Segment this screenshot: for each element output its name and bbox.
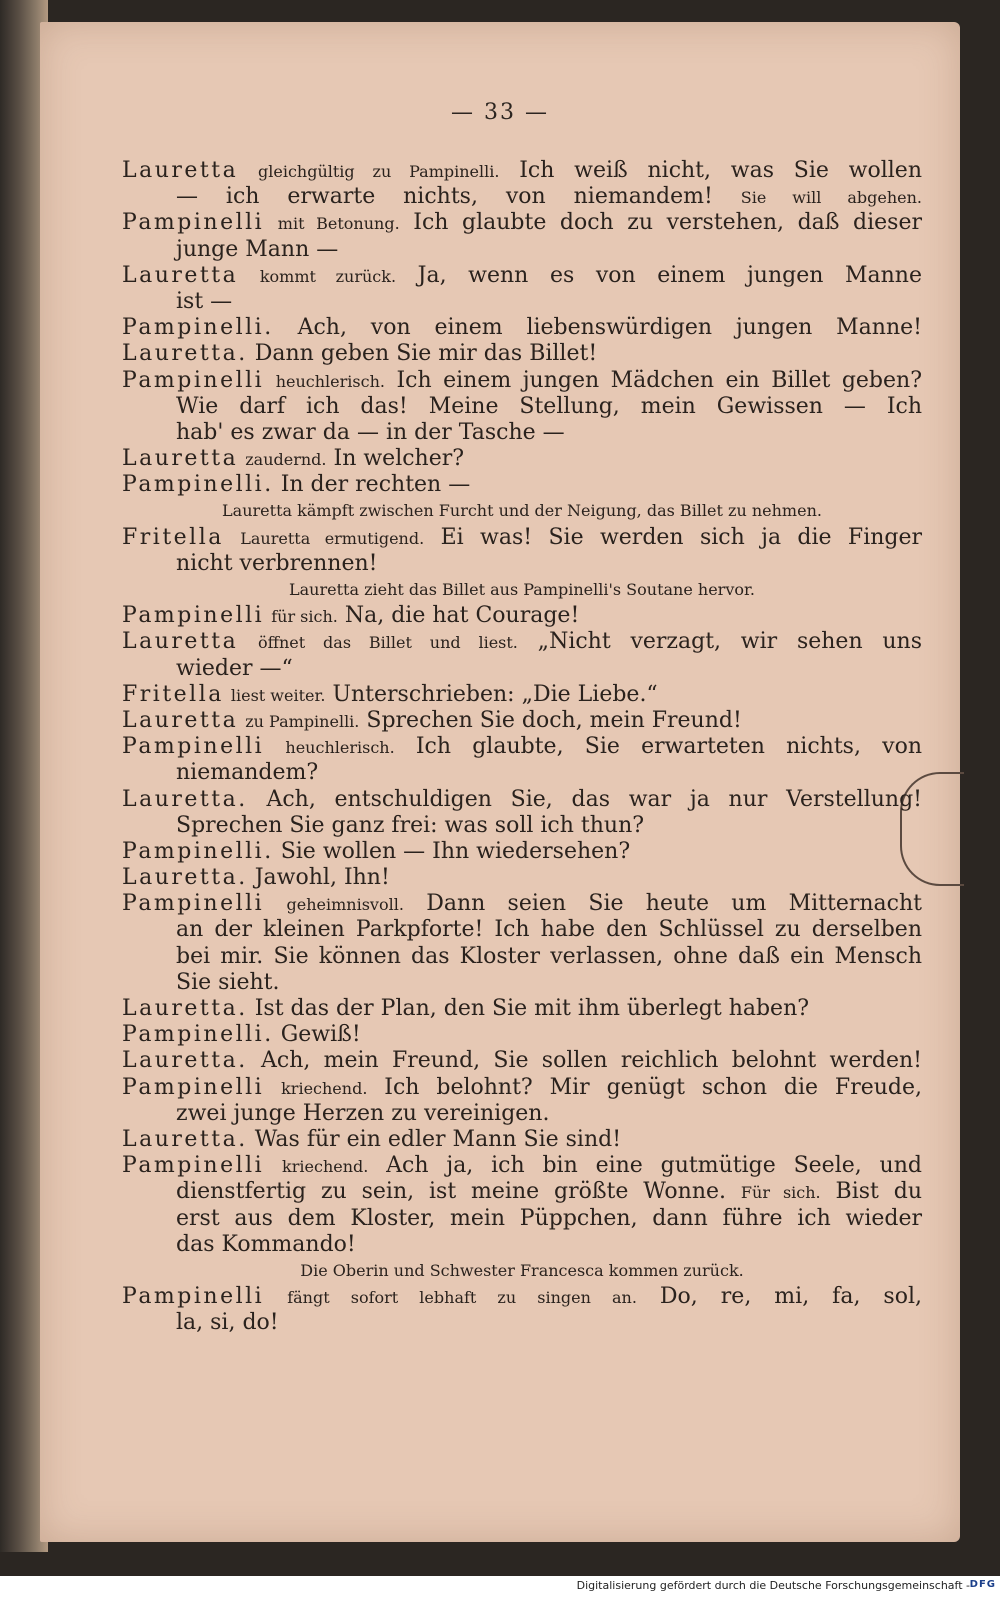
speaker-name: Pampinelli	[122, 1284, 265, 1310]
text-line	[122, 551, 922, 577]
stage-direction: öffnet das Billet und liest.	[258, 633, 518, 653]
stage-direction: kriechend.	[281, 1078, 368, 1098]
stage-direction: gleichgültig zu Pampinelli.	[258, 162, 500, 181]
dialogue: In der rechten —	[280, 472, 471, 498]
speaker-name: Lauretta	[122, 446, 239, 472]
funding-credit: Digitalisierung gefördert durch die Deutsche Forschungsgemeinschaft -	[576, 1579, 970, 1592]
speaker-name: Pampinelli.	[122, 1022, 274, 1048]
speaker-name: Pampinelli	[122, 367, 265, 393]
dialogue: Sprechen Sie ganz frei: was soll ich thun?	[176, 812, 645, 838]
text-line	[122, 394, 922, 420]
text-line	[122, 760, 922, 786]
dialogue: Ist das der Plan, den Sie mit ihm überlegt haben?	[254, 996, 810, 1021]
text-line	[122, 158, 922, 184]
text-line	[122, 1284, 922, 1310]
dialogue: wieder —“	[176, 655, 293, 681]
text-line	[122, 1153, 922, 1179]
dialogue: hab' es zwar da — in der Tasche —	[176, 419, 565, 445]
dialogue: Ich einem jungen Mädchen ein Billet geben?	[396, 367, 922, 393]
play-text	[122, 158, 922, 1336]
speaker-name: Lauretta.	[122, 865, 248, 891]
dialogue: Was für ein edler Mann Sie sind!	[254, 1126, 622, 1152]
stage-direction: liest weiter.	[230, 685, 326, 705]
speaker-name: Lauretta	[122, 158, 239, 183]
speaker-name: Lauretta	[122, 629, 239, 655]
text-line	[122, 184, 922, 210]
dialogue: erst aus dem Kloster, mein Püppchen, dann führe ich wieder	[176, 1205, 922, 1231]
text-line	[122, 891, 922, 917]
dialogue: Ich belohnt? Mir genügt schon die Freude,	[384, 1074, 922, 1100]
text-line	[122, 1310, 922, 1336]
text-line	[122, 970, 922, 996]
dialogue: Ach, mein Freund, Sie sollen reichlich belohnt werden!	[260, 1048, 922, 1074]
dialogue: Bist du	[835, 1179, 922, 1205]
dialogue: Ach, entschuldigen Sie, das war ja nur Verstellung!	[266, 786, 922, 812]
stage-direction: Sie will abgehen.	[740, 188, 922, 208]
speaker-name: Lauretta.	[122, 996, 248, 1021]
book-page	[40, 22, 960, 1542]
speaker-name: Fritella	[122, 681, 224, 707]
stage-direction: für sich.	[271, 607, 338, 627]
speaker-name: Pampinelli.	[122, 838, 274, 864]
speaker-name: Pampinelli	[122, 210, 265, 236]
text-line	[122, 839, 922, 865]
stage-direction: fängt sofort lebhaft zu singen an.	[287, 1288, 637, 1308]
text-line	[122, 1232, 922, 1258]
stage-direction: kommt zurück.	[259, 266, 397, 286]
stage-direction: zaudernd.	[245, 450, 327, 470]
dialogue: Na, die hat Courage!	[344, 603, 580, 629]
speaker-name: Lauretta.	[122, 786, 248, 812]
dialogue: Wie darf ich das! Meine Stellung, mein Gewissen — Ich	[176, 393, 922, 419]
dialogue: Ja, wenn es von einem jungen Manne	[417, 262, 922, 288]
dialogue: an der kleinen Parkpforte! Ich habe den Schlüssel zu derselben	[176, 917, 922, 943]
text-line	[122, 1206, 922, 1232]
text-line	[122, 656, 922, 682]
dialogue: das Kommando!	[176, 1231, 356, 1257]
text-line	[122, 1048, 922, 1074]
dialogue: Ich weiß nicht, was Sie wollen	[519, 158, 922, 183]
dialogue: la, si, do!	[176, 1310, 279, 1336]
stage-direction: heuchlerisch.	[275, 371, 385, 391]
text-line	[122, 446, 922, 472]
speaker-name: Lauretta.	[122, 1126, 248, 1152]
text-line	[122, 865, 922, 891]
text-line	[122, 944, 922, 970]
text-line	[122, 341, 922, 367]
stage-direction-line: Die Oberin und Schwester Francesca kommen zurück.	[300, 1260, 744, 1280]
page-number: — 33 —	[451, 100, 549, 125]
speaker-name: Lauretta.	[122, 1048, 248, 1074]
dialogue: Sprechen Sie doch, mein Freund!	[366, 707, 742, 733]
stage-direction-line: Lauretta kämpft zwischen Furcht und der Neigung, das Billet zu nehmen.	[222, 501, 822, 521]
text-line	[122, 787, 922, 813]
dialogue: Ach ja, ich bin eine gutmütige Seele, und	[386, 1153, 922, 1179]
text-line	[122, 472, 922, 498]
speaker-name: Lauretta.	[122, 341, 248, 367]
speaker-name: Fritella	[122, 524, 224, 550]
dialogue: junge Mann —	[176, 236, 339, 262]
stage-direction: zu Pampinelli.	[245, 711, 360, 731]
speaker-name: Pampinelli	[122, 891, 265, 917]
text-line	[122, 813, 922, 839]
stage-direction: mit Betonung.	[277, 214, 400, 234]
dialogue: Ach, von einem liebenswürdigen jungen Manne!	[297, 315, 922, 341]
dialogue: ist —	[176, 288, 233, 314]
text-line	[122, 1075, 922, 1101]
stage-direction: Für sich.	[740, 1183, 821, 1203]
dialogue: niemandem?	[176, 760, 319, 786]
speaker-name: Lauretta	[122, 262, 239, 288]
dialogue: In welcher?	[333, 446, 465, 472]
dialogue: Dann geben Sie mir das Billet!	[254, 341, 598, 367]
dialogue: Gewiß!	[280, 1022, 361, 1048]
text-line	[122, 237, 922, 263]
text-line	[122, 1101, 922, 1127]
text-line	[122, 1022, 922, 1048]
stage-direction: kriechend.	[282, 1157, 369, 1177]
digitization-footer	[0, 1576, 1000, 1600]
dialogue: zwei junge Herzen zu vereinigen.	[176, 1100, 550, 1126]
text-line	[122, 996, 922, 1022]
stage-direction: heuchlerisch.	[285, 738, 395, 758]
speaker-name: Pampinelli.	[122, 315, 274, 341]
dialogue: Do, re, mi, fa, sol,	[659, 1284, 922, 1310]
dialogue: Unterschrieben: „Die Liebe.“	[332, 681, 658, 707]
text-line	[122, 420, 922, 446]
dialogue: bei mir. Sie können das Kloster verlassen, ohne daß ein Mensch	[176, 943, 922, 969]
speaker-name: Lauretta	[122, 707, 239, 733]
dialogue: Sie wollen — Ihn wiedersehen?	[280, 838, 631, 864]
speaker-name: Pampinelli	[122, 1153, 265, 1179]
stage-direction: geheimnisvoll.	[286, 895, 404, 915]
dialogue: nicht verbrennen!	[176, 550, 378, 576]
speaker-name: Pampinelli.	[122, 472, 274, 498]
text-line	[122, 603, 922, 629]
dialogue: — ich erwarte nichts, von niemandem!	[176, 184, 713, 210]
dialogue: Ich glaubte doch zu verstehen, daß dieser	[413, 210, 923, 236]
dialogue: Dann seien Sie heute um Mitternacht	[426, 891, 922, 917]
speaker-name: Pampinelli	[122, 1074, 265, 1100]
text-line	[122, 1179, 922, 1205]
text-line	[122, 1127, 922, 1153]
speaker-name: Pampinelli	[122, 603, 265, 629]
dialogue: Ei was! Sie werden sich ja die Finger	[440, 524, 923, 550]
stage-direction: Lauretta ermutigend.	[240, 528, 425, 548]
dialogue: Jawohl, Ihn!	[254, 865, 390, 891]
text-line	[122, 263, 922, 289]
text-line	[122, 289, 922, 315]
text-line	[122, 525, 922, 551]
dialogue: Ich glaubte, Sie erwarteten nichts, von	[415, 734, 922, 760]
text-line	[122, 917, 922, 943]
dialogue: „Nicht verzagt, wir sehen uns	[537, 629, 922, 655]
stage-direction-line: Lauretta zieht das Billet aus Pampinelli's Soutane hervor.	[289, 580, 755, 599]
text-line	[122, 210, 922, 236]
text-line	[122, 368, 922, 394]
dialogue: Sie sieht.	[176, 969, 280, 995]
dialogue: dienstfertig zu sein, ist meine größte Wonne.	[176, 1179, 727, 1205]
text-line	[122, 682, 922, 708]
text-line	[122, 629, 922, 655]
text-line	[122, 708, 922, 734]
text-line	[122, 734, 922, 760]
speaker-name: Pampinelli	[122, 734, 265, 760]
text-line	[122, 315, 922, 341]
dfg-logo: DFG	[969, 1579, 996, 1590]
